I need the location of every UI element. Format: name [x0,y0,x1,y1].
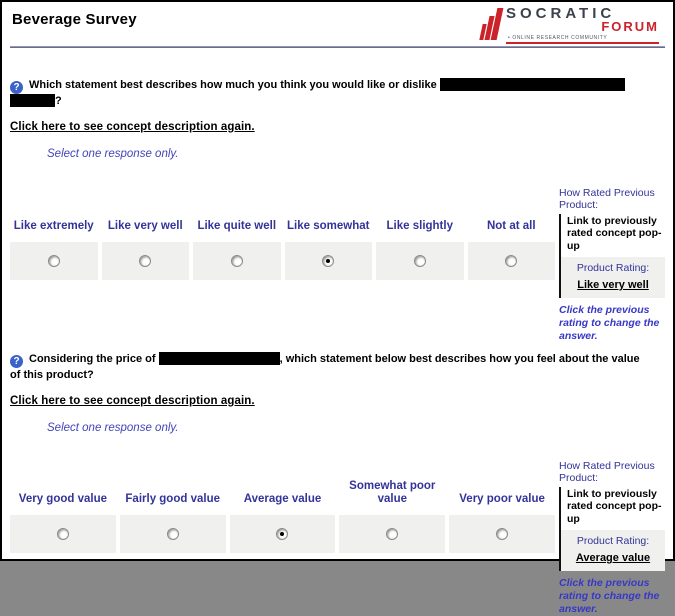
radio-button[interactable] [414,255,426,267]
radio-button[interactable] [231,255,243,267]
question-2-text: ? Considering the price of , which statement below best describes how you feel about the value of this product? [10,352,665,383]
sidebar-header: How Rated Previous Product: [559,187,665,211]
logo-word-forum: FORUM [506,20,659,33]
option-label: Very poor value [449,460,555,515]
option-label: Very good value [10,460,116,515]
header-separator [10,46,665,48]
radio-cell-like-slightly[interactable] [376,242,464,280]
radio-button[interactable] [48,255,60,267]
rating-scale-1 [10,187,665,344]
option-label: Like quite well [193,187,281,242]
previous-concept-link[interactable]: Link to previously rated concept pop-up [561,214,665,255]
option-label: Not at all [468,187,556,242]
logo-bars-icon [481,8,500,44]
option-label: Somewhat poor value [339,460,445,515]
radio-button[interactable] [505,255,517,267]
radio-cell-not-at-all[interactable] [468,242,556,280]
page-header [2,2,673,47]
logo-word-socratic: SOCRATIC [506,6,659,21]
product-rating-label: Product Rating: [563,262,663,274]
radio-cell-somewhat-poor-value[interactable] [339,515,445,553]
question-1-text: ? Which statement best describes how much you think you would like or dislike ? [10,78,665,109]
rating-scale-2 [10,460,665,616]
radio-cell-fairly-good-value[interactable] [120,515,226,553]
previous-rating-sidebar-1 [559,187,665,344]
concept-description-link[interactable]: Click here to see concept description again. [10,121,255,133]
product-rating-box [561,257,665,298]
scale-table-1 [10,187,555,280]
radio-cell-like-extremely[interactable] [10,242,98,280]
socratic-forum-logo [481,6,659,44]
radio-button[interactable] [496,528,508,540]
sidebar-note: Click the previous rating to change the answer. [559,577,665,616]
radio-button[interactable] [386,528,398,540]
radio-cell-like-somewhat[interactable] [285,242,373,280]
option-label: Fairly good value [120,460,226,515]
product-rating-label: Product Rating: [563,535,663,547]
radio-cell-like-very-well[interactable] [102,242,190,280]
radio-button[interactable] [167,528,179,540]
sidebar-header: How Rated Previous Product: [559,460,665,484]
option-label: Like somewhat [285,187,373,242]
previous-rating-value-link[interactable]: Average value [576,552,650,564]
radio-button[interactable] [322,255,334,267]
radio-cell-average-value[interactable] [230,515,336,553]
sidebar-note: Click the previous rating to change the answer. [559,304,665,343]
redaction-bar [10,94,55,107]
help-icon: ? [10,81,23,94]
option-label: Average value [230,460,336,515]
help-icon: ? [10,355,23,368]
previous-rating-value-link[interactable]: Like very well [577,279,649,291]
radio-button[interactable] [57,528,69,540]
redaction-bar [440,78,625,91]
logo-tagline: • ONLINE RESEARCH COMMUNITY [506,34,659,44]
radio-button[interactable] [139,255,151,267]
select-one-instruction: Select one response only. [47,422,665,434]
option-label: Like slightly [376,187,464,242]
page-title: Beverage Survey [12,11,137,28]
redaction-bar [159,352,280,365]
concept-description-link[interactable]: Click here to see concept description again. [10,395,255,407]
scale-table-2 [10,460,555,553]
radio-cell-very-good-value[interactable] [10,515,116,553]
select-one-instruction: Select one response only. [47,148,665,160]
previous-concept-link[interactable]: Link to previously rated concept pop-up [561,487,665,528]
product-rating-box [561,530,665,571]
previous-rating-sidebar-2 [559,460,665,616]
radio-cell-very-poor-value[interactable] [449,515,555,553]
option-label: Like very well [102,187,190,242]
option-label: Like extremely [10,187,98,242]
radio-button[interactable] [276,528,288,540]
radio-cell-like-quite-well[interactable] [193,242,281,280]
